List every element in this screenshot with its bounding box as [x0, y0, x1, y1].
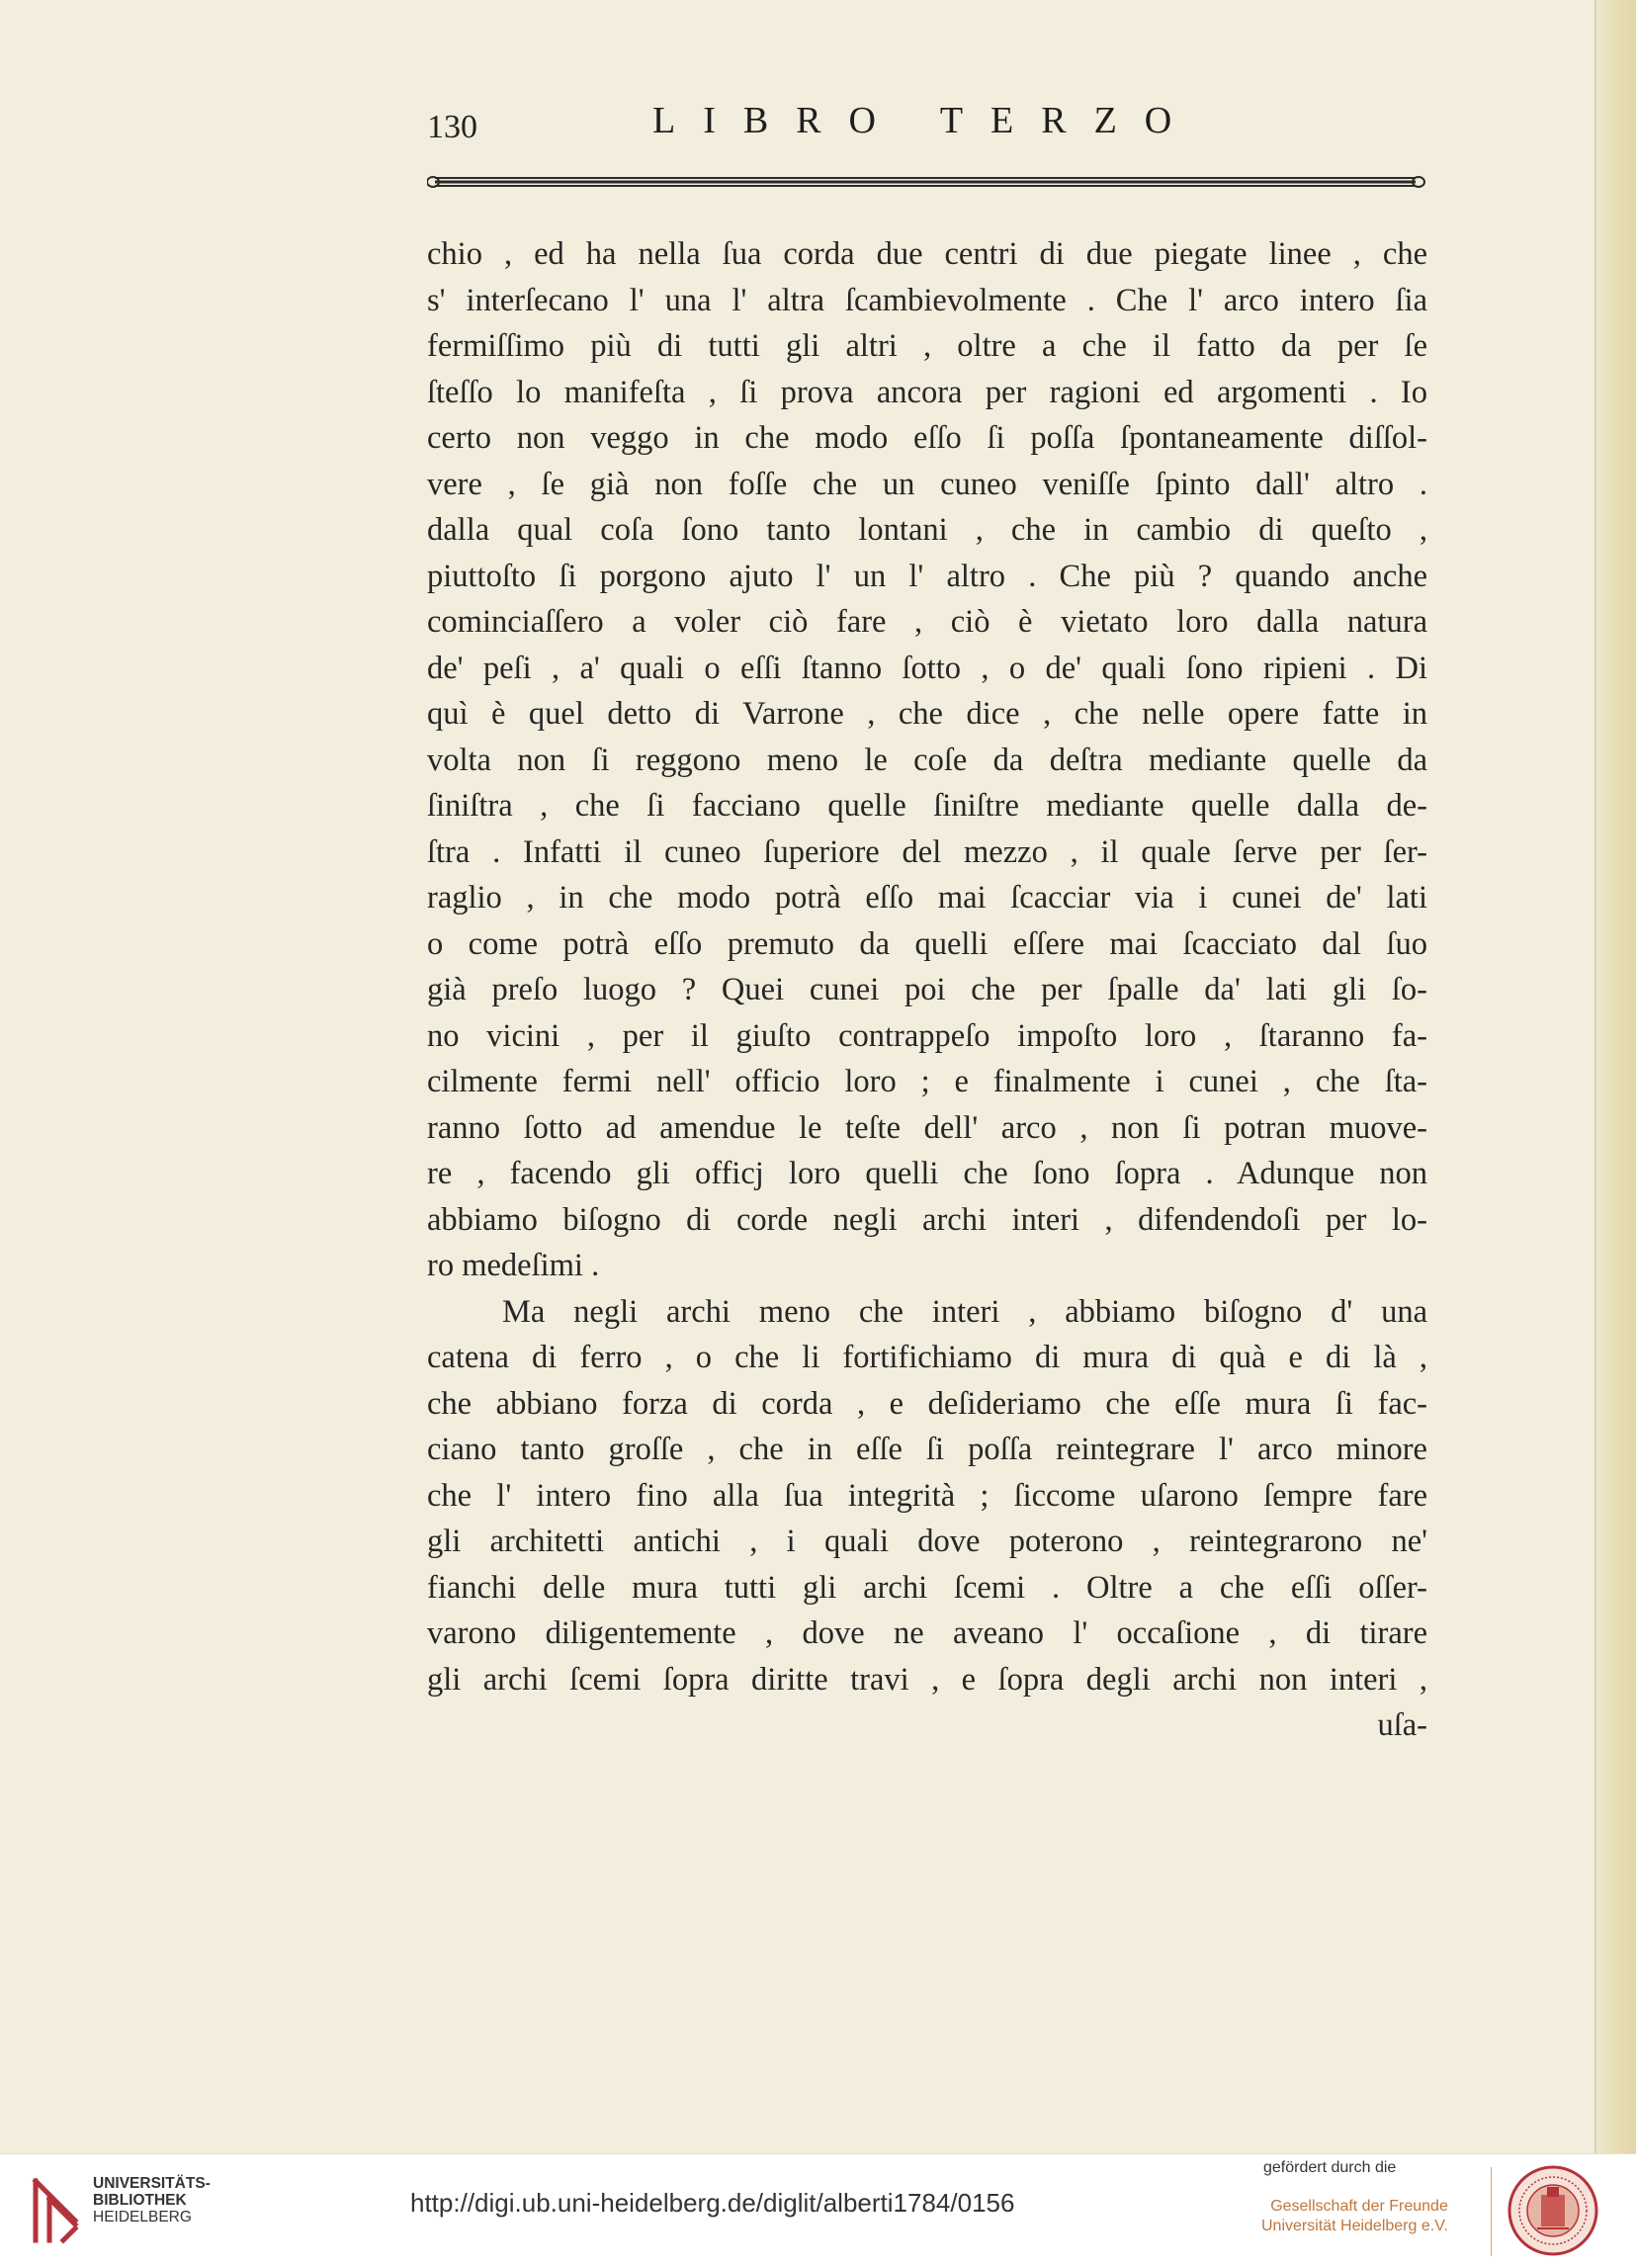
sponsor-name-line: Gesellschaft der Freunde — [1270, 2198, 1448, 2215]
text-line: che l' intero fino alla ſua integrità ; ſiccome uſarono ſempre fare — [427, 1477, 1427, 1514]
text-line: o come potrà eſſo premuto da quelli eſſere mai ſcacciato dal ſuo — [427, 925, 1427, 962]
permalink-url[interactable]: http://digi.ub.uni-heidelberg.de/diglit/alberti1784/0156 — [410, 2188, 1015, 2218]
header-rule — [427, 174, 1425, 190]
text-line: ciano tanto groſſe , che in eſſe ſi poſſa reintegrare l' arco minore — [427, 1432, 1427, 1467]
text-line: varono diligentemente , dove ne aveano l' occaſione , di tirare — [427, 1615, 1427, 1651]
text-line: de' peſi , a' quali o eſſi ſtanno ſotto , o de' quali ſono ripieni . Di — [427, 650, 1427, 686]
text-line: dalla qual coſa ſono tanto lontani , che in cambio di queſto , — [427, 512, 1427, 548]
text-line: ro medeſimi . — [427, 1248, 600, 1283]
text-line: volta non ſi reggono meno le coſe da deſtra mediante quelle da — [427, 741, 1427, 778]
library-name — [93, 2175, 211, 2225]
text-line: ſiniſtra , che ſi facciano quelle ſiniſtre mediante quelle dalla de- — [427, 788, 1427, 824]
university-seal-icon — [1507, 2165, 1598, 2256]
sponsor-label: gefördert durch die — [1263, 2159, 1397, 2176]
text-line: piuttoſto ſi porgono ajuto l' un l' altro . Che più ? quando anche — [427, 558, 1427, 594]
text-line: fianchi delle mura tutti gli archi ſcemi . Oltre a che eſſi oſſer- — [427, 1569, 1427, 1606]
text-line: abbiamo biſogno di corde negli archi interi , difendendoſi per lo- — [427, 1201, 1427, 1238]
text-line: chio , ed ha nella ſua corda due centri di due piegate linee , che — [427, 236, 1427, 272]
text-line: gli architetti antichi , i quali dove poterono , reintegrarono ne' — [427, 1524, 1427, 1559]
paragraph-first-line: Ma negli archi meno che interi , abbiamo biſogno d' una — [502, 1293, 1427, 1330]
text-line: ſteſſo lo manifeſta , ſi prova ancora per ragioni ed argomenti . Io — [427, 374, 1427, 410]
sponsor-name[interactable] — [1261, 2197, 1448, 2236]
text-line: che abbiano forza di corda , e deſideriamo che eſſe mura ſi fac- — [427, 1385, 1427, 1422]
text-line: ſtra . Infatti il cuneo ſuperiore del mezzo , il quale ſerve per ſer- — [427, 833, 1427, 870]
text-line: s' interſecano l' una l' altra ſcambievolmente . Che l' arco intero ſia — [427, 282, 1427, 318]
text-line: raglio , in che modo potrà eſſo mai ſcacciar via i cunei de' lati — [427, 880, 1427, 916]
library-name-line: BIBLIOTHEK — [93, 2192, 187, 2209]
text-line: fermiſſimo più di tutti gli altri , oltre a che il fatto da per ſe — [427, 328, 1427, 364]
text-line: quì è quel detto di Varrone , che dice , che nelle opere fatte in — [427, 696, 1427, 732]
catchword: uſa- — [1377, 1707, 1427, 1743]
text-line: cominciaſſero a voler ciò fare , ciò è vietato loro dalla natura — [427, 604, 1427, 640]
text-line: cilmente fermi nell' officio loro ; e finalmente i cunei , che ſta- — [427, 1064, 1427, 1099]
text-line: re , facendo gli officj loro quelli che ſono ſopra . Adunque non — [427, 1156, 1427, 1191]
sponsor-name-line: Universität Heidelberg e.V. — [1261, 2218, 1448, 2234]
text-line: gli archi ſcemi ſopra diritte travi , e ſopra degli archi non interi , — [427, 1661, 1427, 1698]
page-number: 130 — [427, 109, 477, 145]
text-line: catena di ferro , o che li fortifichiamo di mura di quà e di là , — [427, 1340, 1427, 1375]
text-line: ranno ſotto ad amendue le teſte dell' arco , non ſi potran muove- — [427, 1109, 1427, 1146]
running-title: LIBRO TERZO — [652, 100, 1200, 141]
text-line: vere , ſe già non foſſe che un cuneo veniſſe ſpinto dall' altro . — [427, 466, 1427, 502]
text-line: già preſo luogo ? Quei cunei poi che per ſpalle da' lati gli ſo- — [427, 972, 1427, 1007]
page-edge — [1594, 0, 1636, 2153]
body-text — [427, 231, 1427, 1749]
text-line: no vicini , per il giuſto contrappeſo impoſto loro , ſtaranno fa- — [427, 1017, 1427, 1054]
library-name-line: UNIVERSITÄTS- — [93, 2175, 211, 2192]
ub-heidelberg-logo-icon[interactable] — [30, 2171, 81, 2244]
text-line: certo non veggo in che modo eſſo ſi poſſa ſpontaneamente diſſol- — [427, 420, 1427, 456]
library-name-line: HEIDELBERG — [93, 2209, 192, 2225]
sponsor-divider — [1491, 2167, 1492, 2256]
page-edge-line — [1594, 0, 1596, 2153]
